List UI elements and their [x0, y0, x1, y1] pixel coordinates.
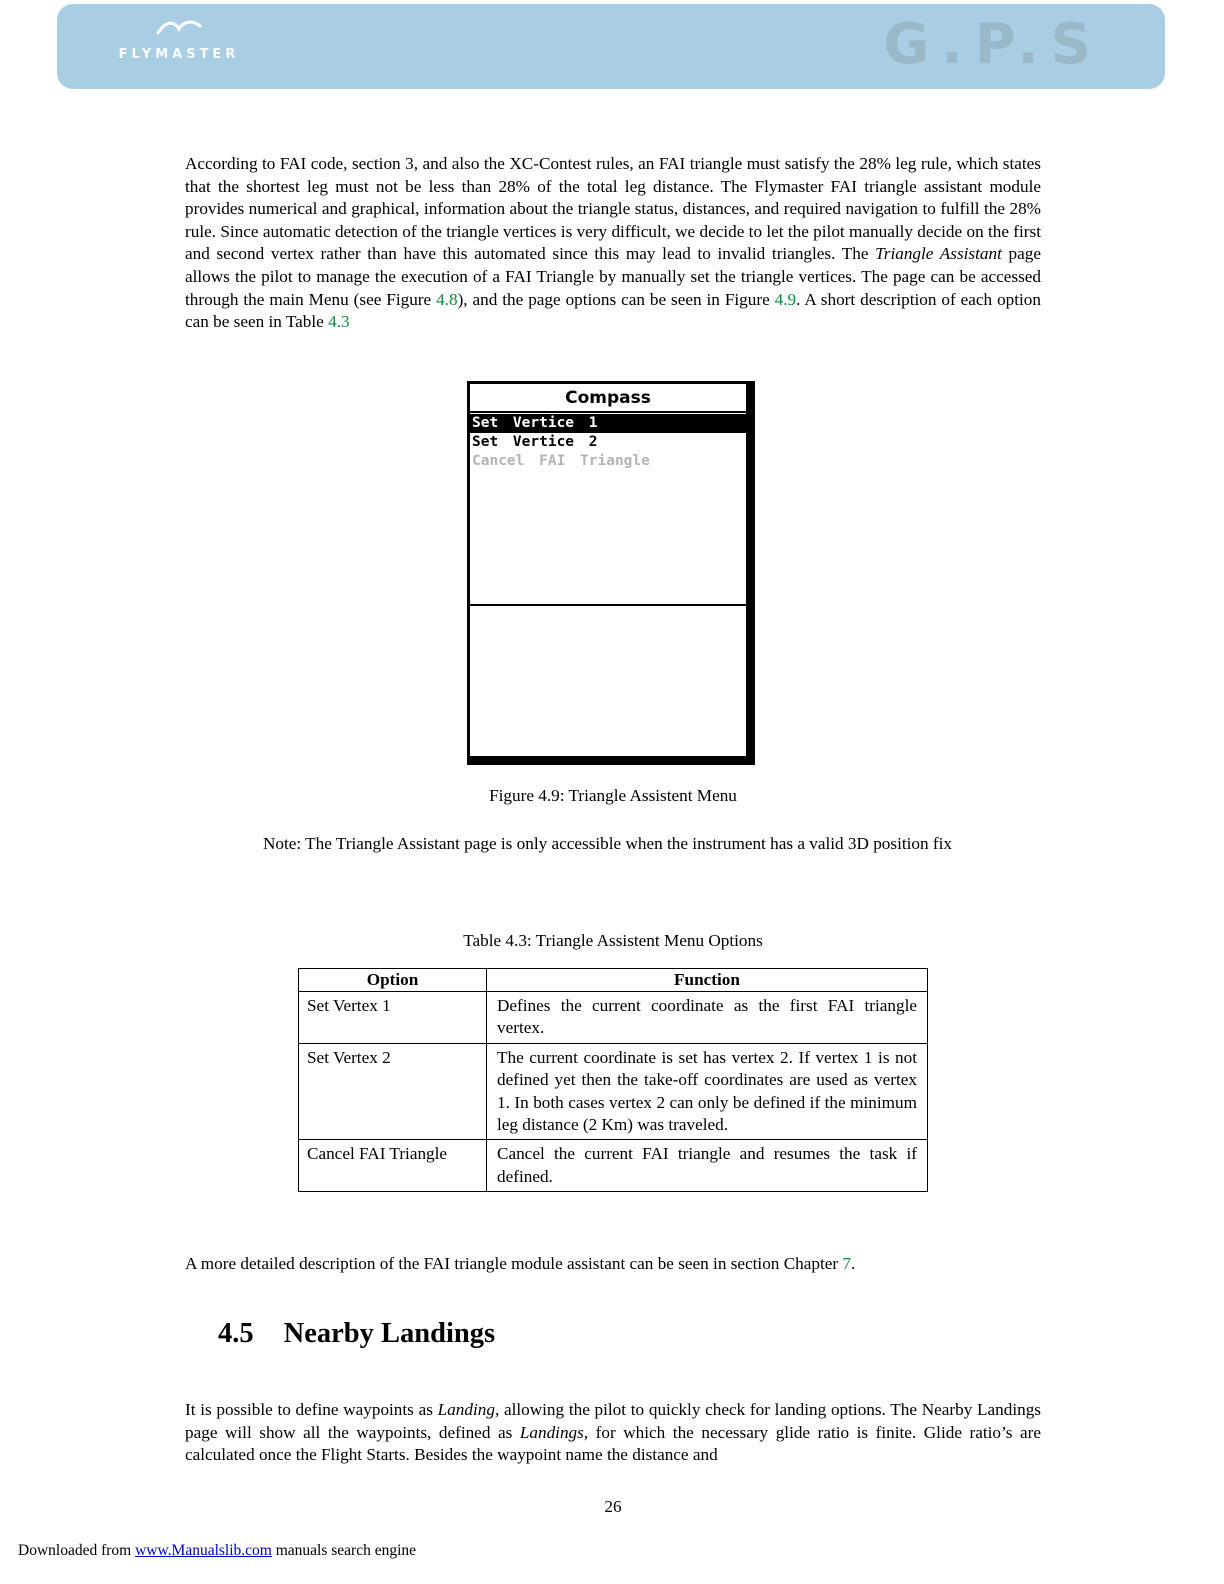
- screen-menu: [470, 414, 746, 471]
- table-row: [299, 1043, 928, 1140]
- screen-title-divider: [470, 411, 746, 413]
- landings-text: , allowing the pilot to quickly check for landing options. The Nearby Landings page will show all the waypoints, defined as: [185, 1400, 1041, 1442]
- landings-text: It is possible to define waypoints as: [185, 1400, 438, 1419]
- page-number: 26: [604, 1497, 622, 1516]
- screen-middle-divider: [470, 604, 746, 606]
- intro-text: According to FAI code, section 3, and also the XC-Contest rules, an FAI triangle must satisfy the 28% leg rule, which states that the shortest leg must not be less than 28% of the total leg distance. The Flymaster FAI triangle assistant module provides numerical and graphical, information about the triangle status, distances, and required navigation to fulfill the 28% rule. Since automatic detection of the triangle vertices is very difficult, we decide to let the pilot manually decide on the first and second vertex rather than have this automated since this may lead to invalid triangles. The: [185, 154, 1041, 264]
- section-heading: [218, 1318, 495, 1350]
- table-row: [299, 992, 928, 1044]
- figure-4-9-link[interactable]: 4.9: [774, 289, 797, 309]
- options-table: [298, 968, 928, 1192]
- flymaster-logo-text: FLYMASTER: [118, 47, 240, 62]
- footer-text: Downloaded from: [18, 1542, 136, 1559]
- menu-item-cancel-fai-triangle: Cancel FAI Triangle: [472, 453, 650, 469]
- option-cell: Set Vertex 1: [299, 992, 487, 1044]
- function-column-header: Function: [487, 969, 928, 992]
- more-detail-text: .: [851, 1254, 856, 1273]
- footer-text: manuals search engine: [271, 1542, 417, 1559]
- menu-item-set-vertice-2: Set Vertice 2: [472, 434, 598, 450]
- device-screen-figure: [467, 381, 755, 765]
- flymaster-logo: [99, 14, 259, 62]
- section-number: 4.5: [218, 1318, 254, 1349]
- option-column-header: Option: [299, 969, 487, 992]
- intro-text: page allows the pilot to manage the execution of a FAI Triangle by manually set the triangle vertices. The page can be accessed through the main Menu (see Figure: [185, 244, 1041, 309]
- header-banner: [57, 4, 1165, 89]
- function-cell: Defines the current coordinate as the first FAI triangle vertex.: [487, 992, 928, 1044]
- function-cell: The current coordinate is set has vertex 2. If vertex 1 is not defined yet then the take-off coordinates are used as vertex 1. In both cases vertex 2 can only be defined if the minimum leg distance (2 Km) was traveled.: [487, 1043, 928, 1140]
- figure-4-8-link[interactable]: 4.8: [436, 289, 458, 309]
- manualslib-link[interactable]: www.Manualslib.com: [135, 1542, 272, 1559]
- flymaster-bird-icon: [155, 27, 203, 44]
- table-caption: Table 4.3: Triangle Assistent Menu Options: [463, 931, 763, 950]
- figure-caption: Figure 4.9: Triangle Assistent Menu: [489, 786, 737, 805]
- landings-emphasis: Landings: [519, 1422, 584, 1442]
- table-4-3-link[interactable]: 4.3: [328, 312, 350, 332]
- more-detail-text: A more detailed description of the FAI triangle module assistant can be seen in section Chapter: [185, 1254, 843, 1273]
- landings-text: , for which the necessary glide ratio is finite. Glide ratio’s are calculated once the Flight Starts. Besides the waypoint name the distance and: [185, 1422, 1041, 1465]
- more-detail-paragraph: [185, 1253, 1041, 1276]
- intro-text: ), and the page options can be seen in Figure: [457, 289, 775, 309]
- intro-paragraph: [185, 153, 1041, 334]
- section-title: Nearby Landings: [283, 1318, 496, 1349]
- note-paragraph: Note: The Triangle Assistant page is only accessible when the instrument has a valid 3D position fix: [263, 834, 952, 853]
- gps-logo: G.P.S: [883, 12, 1103, 77]
- screen-title: Compass: [565, 388, 651, 408]
- table-row: [299, 1140, 928, 1192]
- landing-emphasis: Landing: [437, 1400, 495, 1419]
- menu-item-set-vertice-1: Set Vertice 1: [470, 414, 746, 433]
- function-cell: Cancel the current FAI triangle and resumes the task if defined.: [487, 1140, 928, 1192]
- option-cell: Set Vertex 2: [299, 1043, 487, 1140]
- chapter-7-link[interactable]: 7: [842, 1254, 851, 1273]
- triangle-assistant-emphasis: Triangle Assistant: [875, 244, 1002, 264]
- table-header-row: [299, 969, 928, 992]
- download-footer: [18, 1542, 416, 1560]
- option-cell: Cancel FAI Triangle: [299, 1140, 487, 1192]
- nearby-landings-paragraph: [185, 1399, 1041, 1467]
- intro-text: . A short description of each option can be seen in Table: [185, 289, 1041, 332]
